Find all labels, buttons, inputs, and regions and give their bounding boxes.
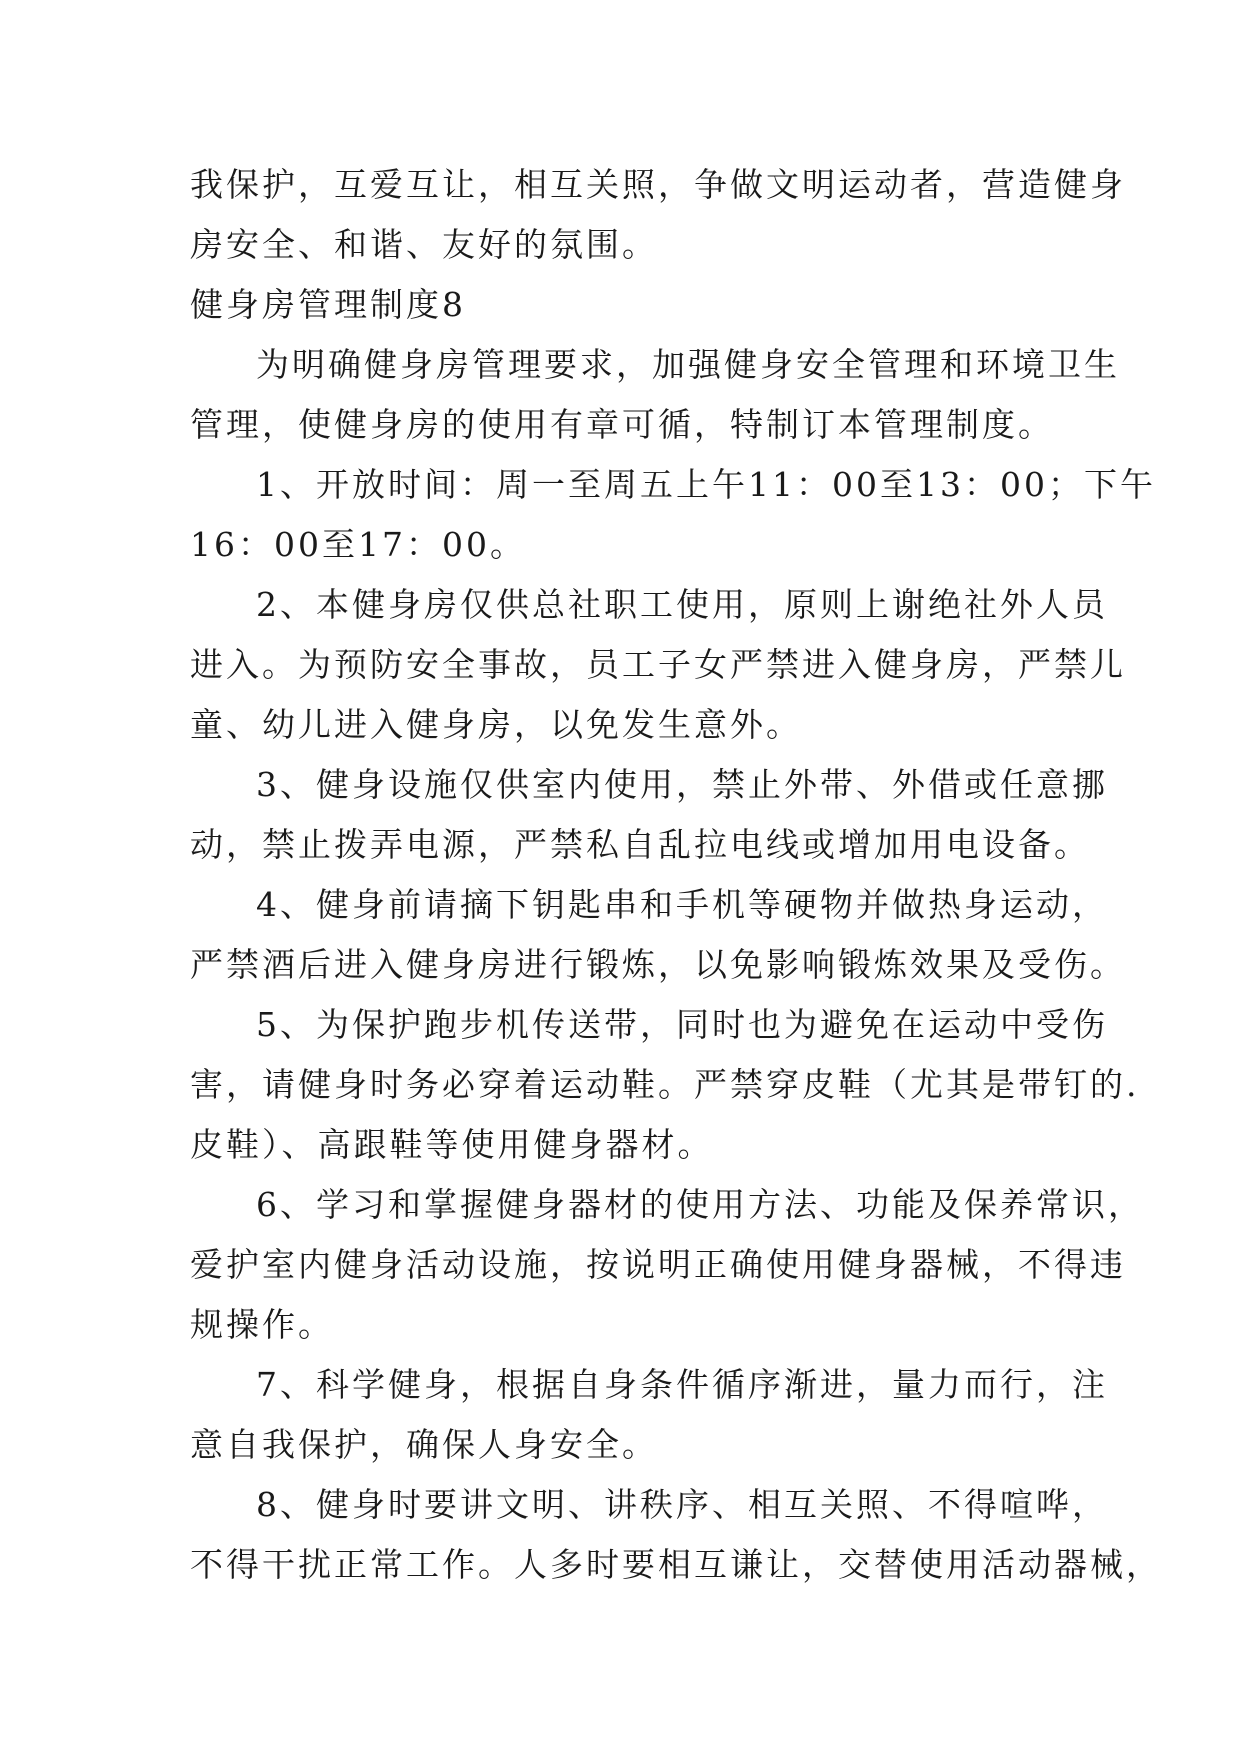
text-line: 害，请健身时务必穿着运动鞋。严禁穿皮鞋（尤其是带钉的. <box>190 1065 1140 1104</box>
rule-item-6: 6、学习和掌握健身器材的使用方法、功能及保养常识， <box>256 1185 1144 1224</box>
text-line: 动，禁止拨弄电源，严禁私自乱拉电线或增加用电设备。 <box>190 825 1090 864</box>
text-line: 意自我保护，确保人身安全。 <box>190 1425 658 1464</box>
text-line: 皮鞋）、高跟鞋等使用健身器材。 <box>190 1125 714 1164</box>
rule-item-2: 2、本健身房仅供总社职工使用，原则上谢绝社外人员 <box>256 585 1108 624</box>
text-line: 管理，使健身房的使用有章可循，特制订本管理制度。 <box>190 405 1054 444</box>
rule-item-3: 3、健身设施仅供室内使用，禁止外带、外借或任意挪 <box>256 765 1108 804</box>
rule-item-8: 8、健身时要讲文明、讲秩序、相互关照、不得喧哗， <box>256 1485 1108 1524</box>
text-line: 房安全、和谐、友好的氛围。 <box>190 225 658 264</box>
text-line: 我保护，互爱互让，相互关照，争做文明运动者，营造健身 <box>190 165 1126 204</box>
text-line: 16：00至17：00。 <box>190 525 526 564</box>
text-line: 不得干扰正常工作。人多时要相互谦让，交替使用活动器械， <box>190 1545 1162 1584</box>
text-line: 童、幼儿进入健身房，以免发生意外。 <box>190 705 802 744</box>
text-line: 爱护室内健身活动设施，按说明正确使用健身器械，不得违 <box>190 1245 1126 1284</box>
text-line: 进入。为预防安全事故，员工子女严禁进入健身房，严禁儿 <box>190 645 1126 684</box>
rule-item-4: 4、健身前请摘下钥匙串和手机等硬物并做热身运动， <box>256 885 1108 924</box>
document-page <box>190 155 1162 1595</box>
section-heading: 健身房管理制度8 <box>190 285 466 324</box>
paragraph-start: 为明确健身房管理要求，加强健身安全管理和环境卫生 <box>256 345 1120 384</box>
rule-item-5: 5、为保护跑步机传送带，同时也为避免在运动中受伤 <box>256 1005 1108 1044</box>
rule-item-7: 7、科学健身，根据自身条件循序渐进，量力而行，注 <box>256 1365 1108 1404</box>
text-line: 严禁酒后进入健身房进行锻炼，以免影响锻炼效果及受伤。 <box>190 945 1126 984</box>
rule-item-1: 1、开放时间：周一至周五上午11：00至13：00；下午 <box>256 465 1156 504</box>
text-line: 规操作。 <box>190 1305 334 1344</box>
